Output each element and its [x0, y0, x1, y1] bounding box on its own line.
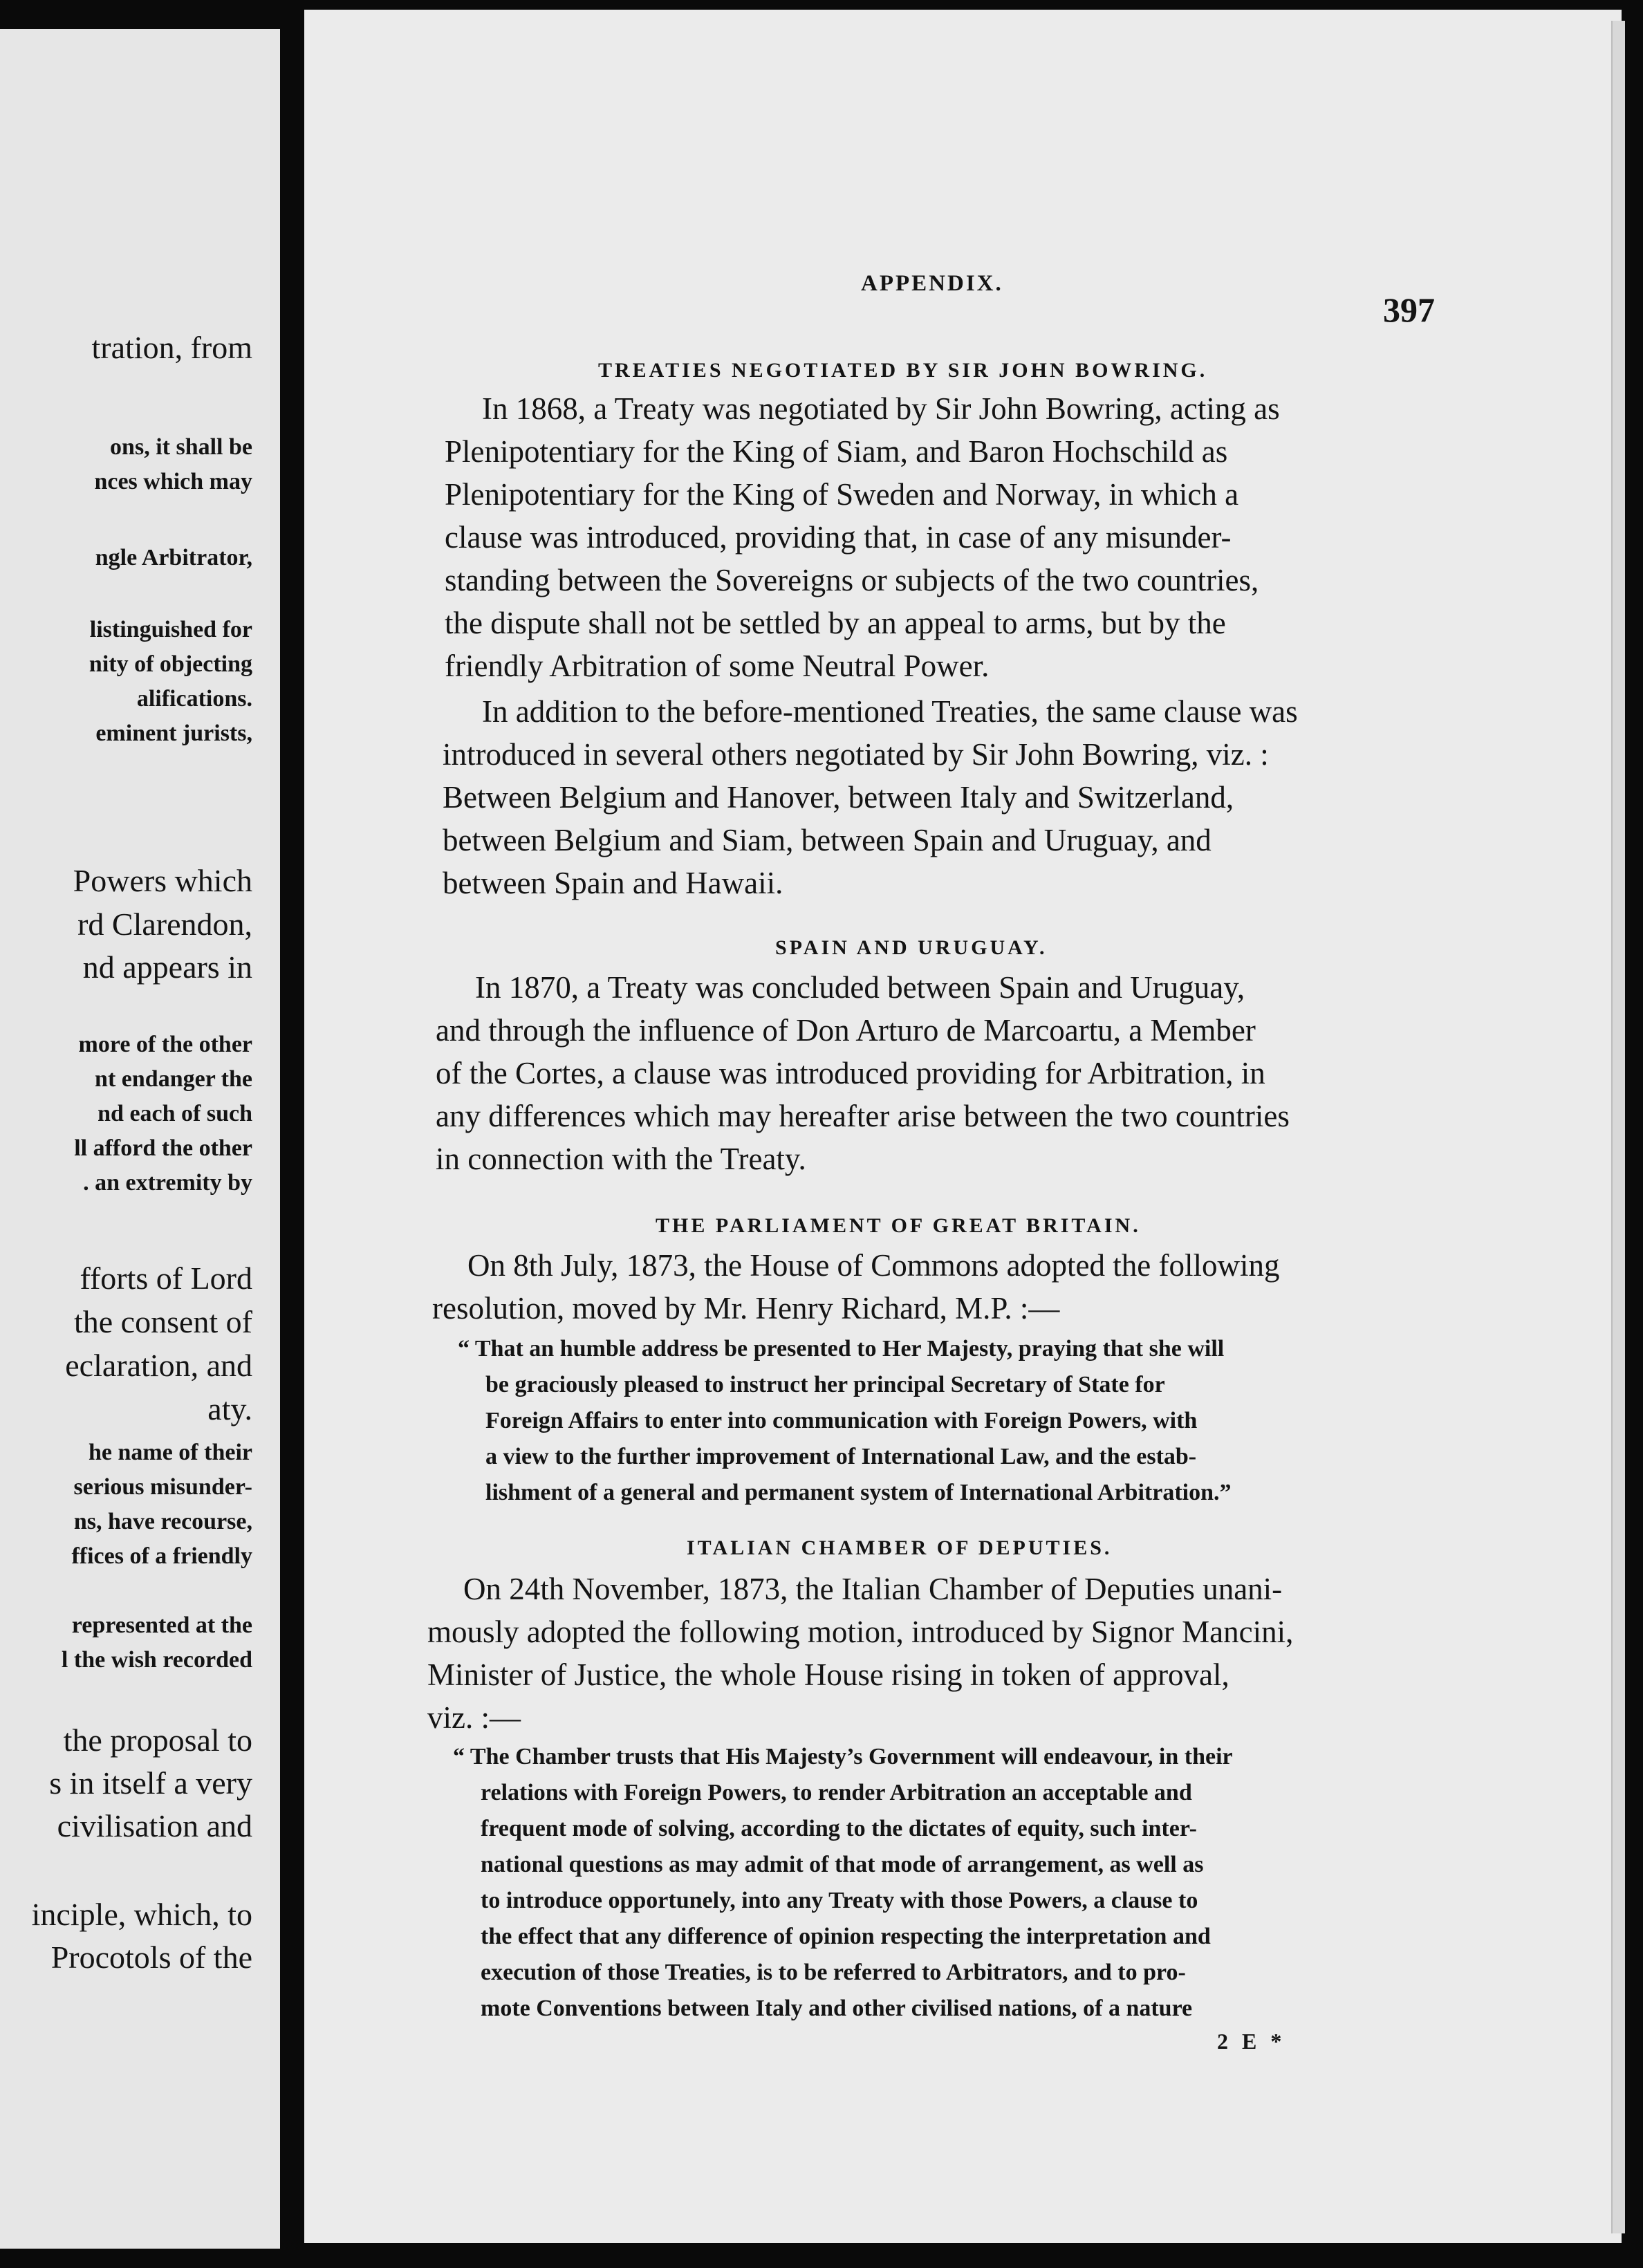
- quote-line: relations with Foreign Powers, to render Arbitration an acceptable and: [481, 1780, 1192, 1805]
- body-line: On 8th July, 1873, the House of Commons adopted the following: [467, 1248, 1280, 1283]
- body-line: In 1868, a Treaty was negotiated by Sir John Bowring, acting as: [482, 391, 1280, 426]
- body-line: the dispute shall not be settled by an appeal to arms, but by the: [445, 606, 1226, 640]
- left-line: nd appears in: [82, 949, 252, 985]
- left-line: the consent of: [73, 1304, 252, 1339]
- left-line: serious misunder-: [73, 1474, 252, 1500]
- left-line: nces which may: [94, 469, 252, 494]
- left-line: he name of their: [88, 1440, 252, 1465]
- left-line: ffices of a friendly: [71, 1543, 252, 1569]
- left-line: l the wish recorded: [61, 1647, 252, 1673]
- left-line: s in itself a very: [49, 1765, 252, 1801]
- body-line: in connection with the Treaty.: [436, 1142, 806, 1176]
- quote-line: lishment of a general and permanent system of International Arbitration.”: [485, 1480, 1232, 1505]
- quote-line: “ The Chamber trusts that His Majesty’s Government will endeavour, in their: [453, 1744, 1233, 1769]
- quote-line: mote Conventions between Italy and other civilised nations, of a nature: [481, 1996, 1193, 2021]
- left-line: eminent jurists,: [95, 721, 252, 746]
- quote-line: the effect that any difference of opinion respecting the interpretation and: [481, 1924, 1211, 1949]
- left-line: nt endanger the: [95, 1066, 252, 1092]
- quote-line: national questions as may admit of that mode of arrangement, as well as: [481, 1852, 1204, 1877]
- section-heading: TREATIES NEGOTIATED BY SIR JOHN BOWRING.: [598, 359, 1208, 382]
- body-line: of the Cortes, a clause was introduced providing for Arbitration, in: [436, 1056, 1265, 1090]
- quote-line: frequent mode of solving, according to the dictates of equity, such inter-: [481, 1816, 1197, 1841]
- left-line: more of the other: [78, 1032, 252, 1057]
- body-line: introduced in several others negotiated by Sir John Bowring, viz. :: [443, 737, 1269, 772]
- body-line: friendly Arbitration of some Neutral Power.: [445, 649, 990, 683]
- signature-mark: 2 E *: [1217, 2029, 1286, 2054]
- left-line: the proposal to: [63, 1722, 252, 1758]
- left-line: rd Clarendon,: [77, 907, 252, 942]
- quote-line: a view to the further improvement of International Law, and the estab-: [485, 1444, 1197, 1469]
- left-line: fforts of Lord: [80, 1261, 252, 1296]
- left-line: ngle Arbitrator,: [95, 545, 252, 570]
- body-line: Plenipotentiary for the King of Sweden and Norway, in which a: [445, 477, 1239, 512]
- body-line: between Belgium and Siam, between Spain and Uruguay, and: [443, 823, 1212, 857]
- left-line: . an extremity by: [83, 1170, 252, 1196]
- body-line: Plenipotentiary for the King of Siam, and Baron Hochschild as: [445, 434, 1228, 469]
- left-line: eclaration, and: [65, 1348, 252, 1383]
- right-page: [304, 10, 1622, 2243]
- body-line: On 24th November, 1873, the Italian Chamber of Deputies unani-: [463, 1572, 1283, 1606]
- quote-line: Foreign Affairs to enter into communication with Foreign Powers, with: [485, 1408, 1198, 1433]
- body-line: and through the influence of Don Arturo de Marcoartu, a Member: [436, 1013, 1256, 1048]
- quote-line: to introduce opportunely, into any Treaty with those Powers, a clause to: [481, 1888, 1198, 1913]
- left-page: [0, 29, 280, 2249]
- left-line: alifications.: [136, 686, 252, 712]
- page-edge: [1611, 21, 1625, 2233]
- left-line: listinguished for: [89, 617, 252, 642]
- left-line: represented at the: [71, 1612, 252, 1638]
- quote-line: be graciously pleased to instruct her principal Secretary of State for: [485, 1372, 1165, 1397]
- body-line: clause was introduced, providing that, in case of any misunder-: [445, 520, 1232, 555]
- running-head: APPENDIX.: [861, 271, 1003, 296]
- body-line: resolution, moved by Mr. Henry Richard, M.P. :—: [432, 1291, 1060, 1326]
- left-line: nd each of such: [98, 1101, 252, 1126]
- section-heading: SPAIN AND URUGUAY.: [775, 936, 1048, 959]
- body-line: between Spain and Hawaii.: [443, 866, 783, 900]
- quote-line: execution of those Treaties, is to be referred to Arbitrators, and to pro-: [481, 1960, 1186, 1985]
- body-line: In 1870, a Treaty was concluded between Spain and Uruguay,: [475, 970, 1245, 1005]
- section-heading: THE PARLIAMENT OF GREAT BRITAIN.: [656, 1214, 1141, 1237]
- left-line: tration, from: [91, 330, 252, 365]
- left-line: aty.: [207, 1391, 252, 1426]
- left-line: ll afford the other: [74, 1135, 252, 1161]
- left-line: Procotols of the: [50, 1940, 252, 1975]
- quote-line: “ That an humble address be presented to Her Majesty, praying that she will: [458, 1336, 1225, 1361]
- body-line: mously adopted the following motion, introduced by Signor Mancini,: [427, 1615, 1294, 1649]
- left-line: ns, have recourse,: [73, 1509, 252, 1534]
- left-line: ons, it shall be: [110, 434, 252, 460]
- body-line: Minister of Justice, the whole House rising in token of approval,: [427, 1657, 1229, 1692]
- left-line: inciple, which, to: [31, 1897, 252, 1932]
- section-heading: ITALIAN CHAMBER OF DEPUTIES.: [687, 1536, 1113, 1559]
- left-line: nity of objecting: [89, 651, 252, 677]
- body-line: any differences which may hereafter arise between the two countries: [436, 1099, 1290, 1133]
- left-line: civilisation and: [57, 1808, 252, 1843]
- left-line: Powers which: [73, 863, 252, 898]
- body-line: Between Belgium and Hanover, between Italy and Switzerland,: [443, 780, 1234, 815]
- book-gutter: [280, 0, 304, 2268]
- body-line: standing between the Sovereigns or subjects of the two countries,: [445, 563, 1259, 597]
- page-number: 397: [1383, 290, 1435, 329]
- body-line: In addition to the before-mentioned Treaties, the same clause was: [482, 694, 1298, 729]
- body-line: viz. :—: [427, 1700, 521, 1735]
